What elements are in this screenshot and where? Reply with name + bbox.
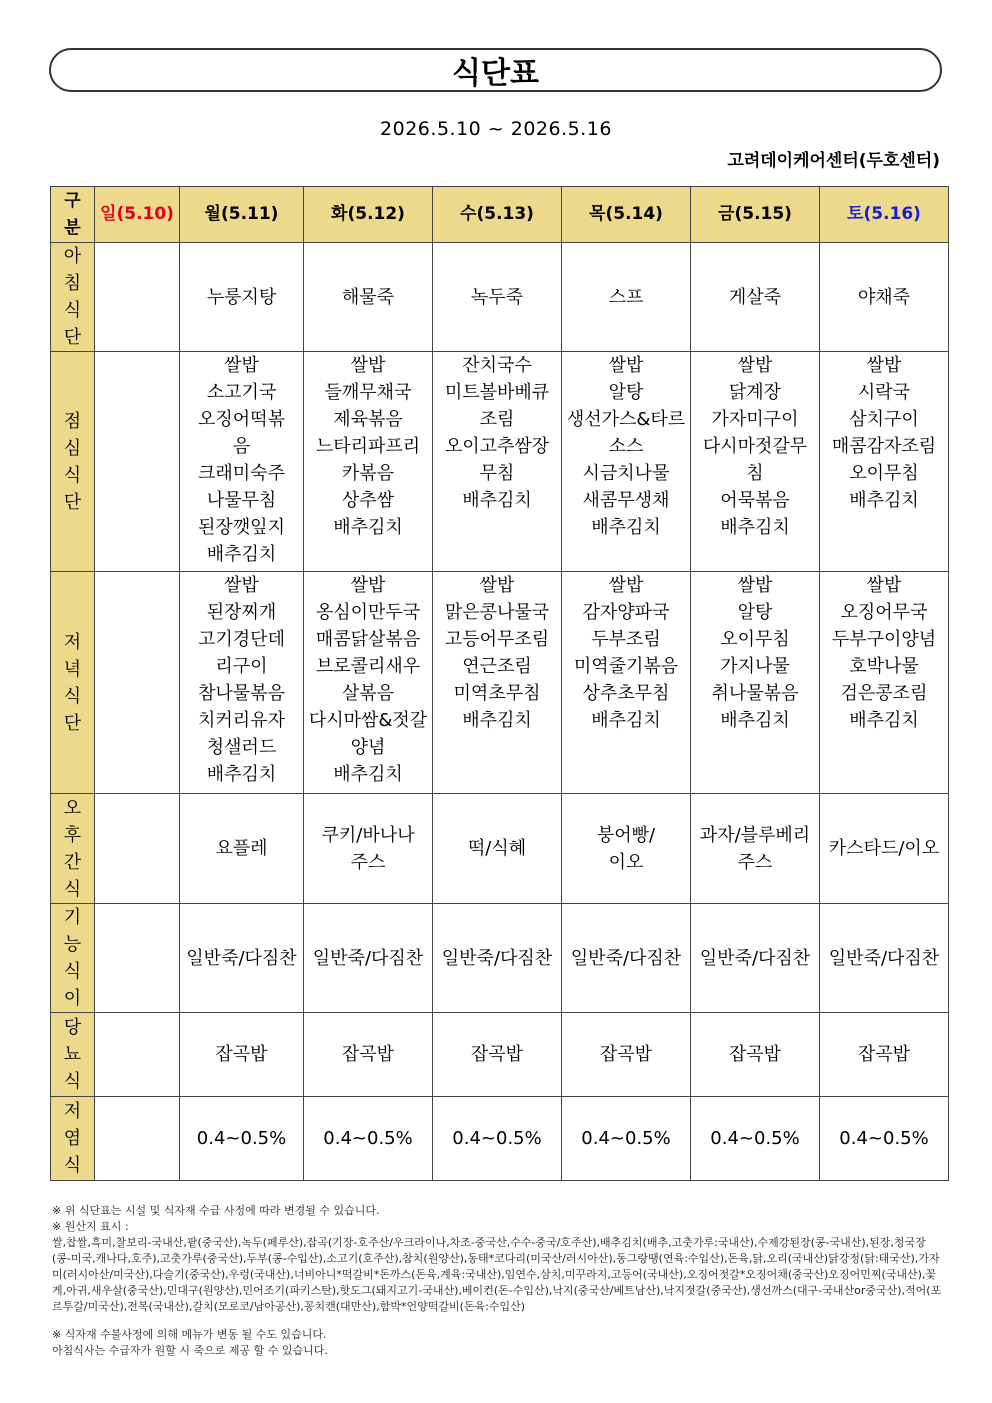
menu-item: 해물죽	[341, 286, 395, 308]
menu-item: 크래미숙주	[198, 463, 285, 484]
diabetic-diet-sat-cell	[820, 1013, 949, 1097]
menu-item: 야채죽	[857, 286, 911, 308]
dinner-tue-cell	[304, 572, 433, 794]
menu-item: 스프	[608, 286, 644, 308]
snack-thu-cell	[562, 794, 691, 904]
function-diet-thu-cell	[562, 904, 691, 1013]
breakfast-wed-cell	[433, 243, 562, 352]
center-name: 고려데이케어센터(두호센터)	[727, 151, 940, 171]
diabetic-diet-label: 당 뇨 식	[51, 1013, 95, 1097]
diabetic-diet-sun-cell	[95, 1013, 180, 1097]
menu-item: 살볶음	[341, 683, 395, 704]
menu-item: 배추김치	[720, 710, 790, 731]
notes	[52, 1203, 942, 1359]
menu-item: 브로콜리새우	[315, 656, 421, 677]
menu-item: 쿠키/바나나	[321, 824, 415, 846]
menu-item: 떡/식혜	[467, 838, 527, 859]
day-header-mon: 월(5.11)	[180, 187, 304, 243]
snack-label: 오 후 간 식	[51, 794, 95, 904]
menu-item: 배추김치	[333, 764, 403, 785]
lunch-fri-cell	[691, 352, 820, 572]
menu-item: 배추김치	[591, 517, 661, 538]
menu-item: 매콤감자조림	[831, 436, 937, 457]
menu-item: 가자미구이	[711, 409, 799, 430]
menu-item: 검은콩조림	[840, 683, 928, 704]
page-title: 식단표	[49, 48, 942, 92]
menu-item: 상추초무침	[582, 683, 670, 704]
diabetic-diet-mon-cell	[180, 1013, 304, 1097]
menu-item: 무침	[479, 463, 515, 484]
day-header-sun: 일(5.10)	[95, 187, 180, 243]
menu-item: 게살죽	[728, 286, 782, 308]
function-diet-wed-cell	[433, 904, 562, 1013]
menu-item: 카스타드/이오	[828, 838, 940, 859]
function-diet-tue-cell	[304, 904, 433, 1013]
dinner-sat-cell	[820, 572, 949, 794]
menu-item: 배추김치	[462, 490, 532, 511]
diabetic-diet-fri-cell	[691, 1013, 820, 1097]
low-salt-diet-fri-cell	[691, 1097, 820, 1181]
menu-item: 맑은콩나물국	[444, 602, 550, 623]
menu-item: 시락국	[857, 382, 911, 403]
menu-item: 잡곡밥	[599, 1044, 653, 1065]
note-origin-list: 쌀,찹쌀,흑미,찰보리-국내산,팥(중국산),녹두(페루산),잡곡(기장-호주산/우크라이나,차조-중국산,수수-중국/호주산),배추김치(배추,고춧가루:국내산),수제강된장(콩-국내산),된장,청국장(콩-미국,캐나다,호주),고춧가루(중국산),두부(콩-수입산),소고기(호주산),참치(원양산),동태*코다리(미국산/러시아산),동그랑땡(연육:수입산),돈육,닭,오리(국내산)닭강정(닭:태국산),가자미(러시아산/미국산),다슬기(중국산),우렁(국내산),너비아니*떡갈비*돈까스(돈육,계육:국내산),임연수,삼치,미꾸라지,고등어(국내산),오징어젓갈*오징어채(중국산)오징어민찌(국내산),꽃게,아귀,새우살(중국산),민대구(원양산),민어조기(파키스탄),핫도그(돼지고기-국내산),베이컨(돈-수입산),낙지(중국산/베트남산),낙지젓갈(중국산),생선까스(대구-국내산or중국산),적어(포르투갈/미국산),전복(국내산),갈치(모로코/남아공산),꽁치캔(대만산),함박*언양떡갈비(돈육:수입산)	[52, 1236, 942, 1313]
menu-item: 가지나물	[720, 656, 790, 677]
breakfast-fri-cell	[691, 243, 820, 352]
menu-item: 미역초무침	[453, 683, 541, 704]
day-header-fri: 금(5.15)	[691, 187, 820, 243]
menu-item: 잡곡밥	[341, 1044, 395, 1065]
menu-item: 잡곡밥	[728, 1044, 782, 1065]
lunch-tue-cell	[304, 352, 433, 572]
breakfast-tue-cell	[304, 243, 433, 352]
menu-item: 배추김치	[720, 517, 790, 538]
menu-item: 감자양파국	[582, 602, 670, 623]
dinner-mon-cell	[180, 572, 304, 794]
menu-item: 녹두죽	[470, 286, 524, 308]
diabetic-diet-tue-cell	[304, 1013, 433, 1097]
menu-item: 잡곡밥	[857, 1044, 911, 1065]
lunch-thu-cell	[562, 352, 691, 572]
dinner-wed-cell	[433, 572, 562, 794]
menu-item: 고기경단데	[198, 629, 285, 650]
menu-item: 삼치구이	[849, 409, 919, 430]
menu-item: 카볶음	[341, 463, 395, 484]
menu-item: 붕어빵/	[596, 824, 656, 846]
menu-item: 배추김치	[849, 490, 919, 511]
low-salt-diet-mon-cell	[180, 1097, 304, 1181]
header-row	[51, 187, 949, 243]
menu-item: 다시마쌈&젓갈	[308, 710, 428, 731]
snack-fri-cell	[691, 794, 820, 904]
menu-item: 잔치국수	[462, 355, 532, 376]
lunch-sun-cell	[95, 352, 180, 572]
breakfast-thu-cell	[562, 243, 691, 352]
menu-item: 잡곡밥	[470, 1044, 524, 1065]
note-supply: ※ 식자재 수불사정에 의해 메뉴가 변동 될 수도 있습니다.	[52, 1328, 327, 1341]
menu-item: 쌀밥	[224, 575, 259, 596]
note-change: ※ 위 식단표는 시설 및 식자재 수급 사정에 따라 변경될 수 있습니다.	[52, 1204, 380, 1217]
menu-item: 소고기국	[206, 382, 277, 403]
menu-item: 주스	[737, 851, 773, 873]
menu-item: 어묵볶음	[720, 490, 790, 511]
low-salt-diet-wed-cell	[433, 1097, 562, 1181]
menu-item: 알탕	[608, 382, 644, 403]
menu-item: 이오	[608, 851, 644, 873]
menu-item: 배추김치	[206, 764, 277, 785]
note-origin-heading: ※ 원산지 표시 :	[52, 1220, 129, 1233]
menu-item: 쌀밥	[737, 355, 773, 376]
menu-item: 침	[746, 463, 764, 484]
meal-table	[50, 186, 949, 1181]
lunch-wed-cell	[433, 352, 562, 572]
menu-item: 쌀밥	[737, 575, 773, 596]
note-breakfast: 아침식사는 수급자가 원할 시 죽으로 제공 할 수 있습니다.	[52, 1344, 328, 1357]
breakfast-mon-cell	[180, 243, 304, 352]
menu-item: 시금치나물	[582, 463, 670, 484]
menu-item: 매콤닭살볶음	[315, 629, 421, 650]
lunch-row	[51, 352, 949, 572]
dinner-row	[51, 572, 949, 794]
menu-item: 청샐러드	[206, 737, 277, 758]
menu-item: 0.4~0.5%	[581, 1128, 671, 1149]
function-diet-sun-cell	[95, 904, 180, 1013]
diabetic-diet-thu-cell	[562, 1013, 691, 1097]
menu-item: 음	[232, 436, 251, 457]
low-salt-diet-sun-cell	[95, 1097, 180, 1181]
menu-item: 제육볶음	[333, 409, 403, 430]
menu-item: 주스	[350, 851, 386, 873]
menu-item: 쌀밥	[224, 355, 259, 376]
dinner-thu-cell	[562, 572, 691, 794]
menu-item: 새콤무생채	[582, 490, 670, 511]
menu-item: 0.4~0.5%	[323, 1128, 413, 1149]
day-header-tue: 화(5.12)	[304, 187, 433, 243]
menu-item: 고등어무조림	[444, 629, 550, 650]
function-diet-fri-cell	[691, 904, 820, 1013]
menu-item: 취나물볶음	[711, 683, 799, 704]
menu-item: 일반죽/다짐찬	[441, 947, 553, 969]
snack-sun-cell	[95, 794, 180, 904]
menu-item: 된장찌개	[206, 602, 277, 623]
menu-item: 양념	[350, 737, 386, 758]
menu-item: 0.4~0.5%	[710, 1128, 800, 1149]
menu-item: 일반죽/다짐찬	[570, 947, 682, 969]
breakfast-sun-cell	[95, 243, 180, 352]
menu-item: 배추김치	[849, 710, 919, 731]
menu-item: 쌀밥	[479, 575, 515, 596]
menu-item: 나물무침	[206, 490, 277, 511]
snack-row	[51, 794, 949, 904]
snack-tue-cell	[304, 794, 433, 904]
menu-item: 생선가스&타르	[566, 409, 686, 430]
menu-item: 들깨무채국	[324, 382, 412, 403]
dinner-label: 저 녁 식 단	[51, 572, 95, 794]
menu-item: 0.4~0.5%	[452, 1128, 542, 1149]
menu-item: 일반죽/다짐찬	[312, 947, 424, 969]
day-header-wed: 수(5.13)	[433, 187, 562, 243]
menu-item: 다시마젓갈무	[702, 436, 808, 457]
low-salt-diet-row	[51, 1097, 949, 1181]
function-diet-label: 기 능 식 이	[51, 904, 95, 1013]
menu-item: 소스	[608, 436, 644, 457]
menu-item: 오징어떡볶	[198, 409, 285, 430]
menu-item: 리구이	[215, 656, 268, 677]
menu-item: 참나물볶음	[198, 683, 285, 704]
menu-item: 오징어무국	[840, 602, 928, 623]
lunch-mon-cell	[180, 352, 304, 572]
menu-item: 쌀밥	[866, 355, 902, 376]
menu-item: 오이무침	[849, 463, 919, 484]
menu-item: 쌀밥	[350, 575, 386, 596]
menu-item: 쌀밥	[608, 575, 644, 596]
menu-item: 쌀밥	[608, 355, 644, 376]
dinner-fri-cell	[691, 572, 820, 794]
menu-item: 조림	[479, 409, 515, 430]
menu-item: 쌀밥	[350, 355, 386, 376]
diabetic-diet-wed-cell	[433, 1013, 562, 1097]
low-salt-diet-label: 저 염 식	[51, 1097, 95, 1181]
breakfast-row	[51, 243, 949, 352]
menu-item: 배추김치	[333, 517, 403, 538]
lunch-label: 점 심 식 단	[51, 352, 95, 572]
menu-item: 누룽지탕	[206, 286, 277, 308]
menu-item: 배추김치	[462, 710, 532, 731]
menu-item: 된장깻잎지	[198, 517, 285, 538]
snack-mon-cell	[180, 794, 304, 904]
menu-item: 미역줄기볶음	[573, 656, 679, 677]
menu-item: 두부조림	[591, 629, 661, 650]
lunch-sat-cell	[820, 352, 949, 572]
snack-sat-cell	[820, 794, 949, 904]
day-header-thu: 목(5.14)	[562, 187, 691, 243]
low-salt-diet-thu-cell	[562, 1097, 691, 1181]
menu-item: 오이무침	[720, 629, 790, 650]
menu-item: 옹심이만두국	[315, 602, 421, 623]
menu-item: 치커리유자	[198, 710, 285, 731]
diabetic-diet-row	[51, 1013, 949, 1097]
menu-item: 요플레	[215, 838, 268, 859]
snack-wed-cell	[433, 794, 562, 904]
dinner-sun-cell	[95, 572, 180, 794]
corner-label: 구 분	[51, 187, 95, 243]
menu-item: 일반죽/다짐찬	[699, 947, 811, 969]
menu-item: 상추쌈	[341, 490, 395, 511]
menu-item: 쌀밥	[866, 575, 902, 596]
function-diet-mon-cell	[180, 904, 304, 1013]
menu-item: 호박나물	[849, 656, 919, 677]
menu-item: 닭계장	[728, 382, 782, 403]
menu-item: 미트볼바베큐	[444, 382, 550, 403]
menu-item: 오이고추쌈장	[444, 436, 550, 457]
menu-item: 배추김치	[206, 544, 277, 565]
date-range: 2026.5.10 ~ 2026.5.16	[380, 118, 612, 140]
low-salt-diet-sat-cell	[820, 1097, 949, 1181]
breakfast-label: 아 침 식 단	[51, 243, 95, 352]
menu-item: 일반죽/다짐찬	[828, 947, 940, 969]
menu-item: 0.4~0.5%	[196, 1128, 287, 1149]
menu-item: 과자/블루베리	[699, 824, 811, 846]
menu-item: 두부구이양념	[831, 629, 937, 650]
function-diet-row	[51, 904, 949, 1013]
menu-item: 일반죽/다짐찬	[186, 947, 297, 969]
day-header-sat: 토(5.16)	[820, 187, 949, 243]
menu-item: 알탕	[737, 602, 773, 623]
menu-item: 배추김치	[591, 710, 661, 731]
breakfast-sat-cell	[820, 243, 949, 352]
menu-item: 연근조림	[462, 656, 532, 677]
menu-item: 느타리파프리	[315, 436, 421, 457]
function-diet-sat-cell	[820, 904, 949, 1013]
low-salt-diet-tue-cell	[304, 1097, 433, 1181]
menu-item: 0.4~0.5%	[839, 1128, 929, 1149]
menu-item: 잡곡밥	[215, 1044, 268, 1065]
